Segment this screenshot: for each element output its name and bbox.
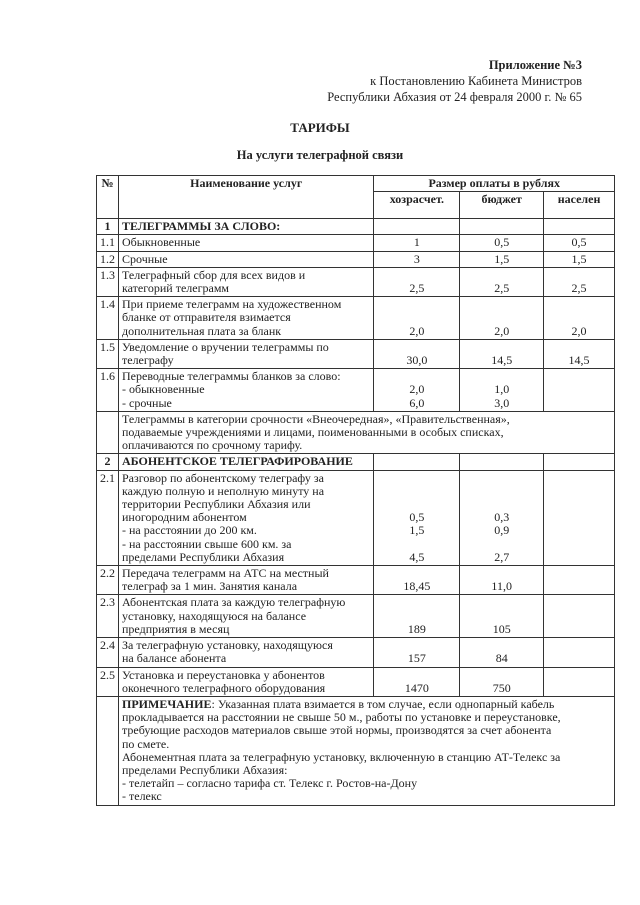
document-title: ТАРИФЫ bbox=[290, 120, 350, 135]
service-line: бланке от отправителя взимается bbox=[122, 310, 291, 325]
hozraschet-value: 3 bbox=[374, 251, 460, 267]
service-line: телеграф за 1 мин. Занятия канала bbox=[122, 579, 298, 594]
service-line: на балансе абонента bbox=[122, 651, 227, 666]
population-value: 2,0 bbox=[544, 297, 615, 340]
note-label: ПРИМЕЧАНИЕ bbox=[122, 696, 212, 711]
service-line: При приеме телеграмм на художественном bbox=[122, 297, 342, 312]
row-number: 2.1 bbox=[97, 470, 119, 565]
tariff-table bbox=[96, 175, 615, 806]
service-name bbox=[119, 595, 374, 638]
note-row bbox=[97, 696, 615, 805]
service-name bbox=[119, 566, 374, 595]
document-header bbox=[327, 57, 582, 105]
service-line: Телеграфный сбор для всех видов и bbox=[122, 267, 306, 282]
row-number: 1.6 bbox=[97, 369, 119, 412]
budget-value bbox=[460, 219, 544, 235]
header-line-1: к Постановлению Кабинета Министров bbox=[370, 74, 582, 88]
hozraschet-value bbox=[374, 454, 460, 470]
hozraschet-value: 2,0 6,0 bbox=[374, 369, 460, 412]
hozraschet-value: 2,5 bbox=[374, 267, 460, 296]
table-row bbox=[97, 235, 615, 251]
service-name bbox=[119, 339, 374, 368]
budget-value: 750 bbox=[460, 667, 544, 696]
col-hozraschet-header: хозрасчет. bbox=[374, 192, 460, 219]
budget-value: 11,0 bbox=[460, 566, 544, 595]
note-line: прокладывается на расстоянии не свыше 50 м., работы по установке и переустановке, bbox=[122, 710, 561, 725]
col-population-header: населен bbox=[544, 192, 615, 219]
note-line: Абонементная плата за телеграфную установку, включенную в станцию АТ-Телекс за bbox=[122, 749, 561, 764]
col-num-header: № bbox=[97, 176, 119, 219]
table-row bbox=[97, 470, 615, 565]
row-number: 2 bbox=[97, 454, 119, 470]
population-value bbox=[544, 470, 615, 565]
service-line: каждую полную и неполную минуту на bbox=[122, 483, 325, 498]
population-value bbox=[544, 454, 615, 470]
row-number: 2.5 bbox=[97, 667, 119, 696]
note-line: - телекс bbox=[122, 789, 162, 804]
service-line: оплачиваются по срочному тарифу. bbox=[122, 438, 303, 453]
budget-value: 1,5 bbox=[460, 251, 544, 267]
service-name bbox=[119, 411, 615, 454]
note-line: пределами Республики Абхазия: bbox=[122, 762, 288, 777]
row-number: 1 bbox=[97, 219, 119, 235]
note-num-cell bbox=[97, 696, 119, 805]
service-line: телеграфу bbox=[122, 353, 174, 368]
note-line: по смете. bbox=[122, 736, 170, 751]
budget-value: 2,5 bbox=[460, 267, 544, 296]
table-row bbox=[97, 595, 615, 638]
service-line: Срочные bbox=[122, 251, 168, 266]
budget-value bbox=[460, 454, 544, 470]
row-number bbox=[97, 411, 119, 454]
population-value bbox=[544, 595, 615, 638]
service-name bbox=[119, 667, 374, 696]
budget-value: 0,5 bbox=[460, 235, 544, 251]
table-row bbox=[97, 369, 615, 412]
table-row bbox=[97, 566, 615, 595]
service-line: Передача телеграмм на АТС на местный bbox=[122, 566, 329, 581]
service-name bbox=[119, 470, 374, 565]
hozraschet-value: 0,5 1,5 4,5 bbox=[374, 470, 460, 565]
service-line: Разговор по абонентскому телеграфу за bbox=[122, 470, 324, 485]
table-row bbox=[97, 219, 615, 235]
service-name bbox=[119, 251, 374, 267]
population-value: 2,5 bbox=[544, 267, 615, 296]
budget-value: 105 bbox=[460, 595, 544, 638]
population-value: 0,5 bbox=[544, 235, 615, 251]
table-row bbox=[97, 267, 615, 296]
service-line: - на расстоянии свыше 600 км. за bbox=[122, 536, 292, 551]
note-line: требующие расходов материалов свыше этой нормы, производятся за счет абонента bbox=[122, 723, 552, 738]
row-number: 1.5 bbox=[97, 339, 119, 368]
row-number: 1.3 bbox=[97, 267, 119, 296]
population-value bbox=[544, 638, 615, 667]
service-line: территории Республики Абхазия или bbox=[122, 497, 311, 512]
service-line: дополнительная плата за бланк bbox=[122, 323, 282, 338]
appendix-label: Приложение №3 bbox=[488, 58, 582, 72]
hozraschet-value: 18,45 bbox=[374, 566, 460, 595]
col-service-header: Наименование услуг bbox=[119, 176, 374, 219]
service-line: Телеграммы в категории срочности «Внеочередная», «Правительственная», bbox=[122, 411, 510, 426]
service-name bbox=[119, 369, 374, 412]
table-body bbox=[97, 219, 615, 697]
population-value: 1,5 bbox=[544, 251, 615, 267]
service-line: установку, находящуюся на балансе bbox=[122, 608, 307, 623]
hozraschet-value: 2,0 bbox=[374, 297, 460, 340]
service-line: Установка и переустановка у абонентов bbox=[122, 667, 325, 682]
row-number: 2.2 bbox=[97, 566, 119, 595]
service-name bbox=[119, 267, 374, 296]
table-row bbox=[97, 667, 615, 696]
table-row bbox=[97, 638, 615, 667]
hozraschet-value: 1470 bbox=[374, 667, 460, 696]
service-name bbox=[119, 219, 374, 235]
service-name bbox=[119, 454, 374, 470]
service-line: ТЕЛЕГРАММЫ ЗА СЛОВО: bbox=[122, 219, 281, 234]
row-number: 1.2 bbox=[97, 251, 119, 267]
table-row bbox=[97, 297, 615, 340]
service-name bbox=[119, 638, 374, 667]
table-row bbox=[97, 339, 615, 368]
hozraschet-value: 30,0 bbox=[374, 339, 460, 368]
table-note-row bbox=[97, 411, 615, 454]
col-pay-header: Размер оплаты в рублях bbox=[374, 176, 615, 192]
row-number: 1.1 bbox=[97, 235, 119, 251]
service-line: Обыкновенные bbox=[122, 235, 201, 250]
document-subtitle: На услуги телеграфной связи bbox=[236, 148, 404, 162]
hozraschet-value: 189 bbox=[374, 595, 460, 638]
budget-value: 2,0 bbox=[460, 297, 544, 340]
row-number: 1.4 bbox=[97, 297, 119, 340]
hozraschet-value: 1 bbox=[374, 235, 460, 251]
service-line: - на расстоянии до 200 км. bbox=[122, 523, 257, 538]
population-value: 14,5 bbox=[544, 339, 615, 368]
population-value bbox=[544, 369, 615, 412]
population-value bbox=[544, 667, 615, 696]
budget-value: 14,5 bbox=[460, 339, 544, 368]
service-line: - обыкновенные bbox=[122, 382, 205, 397]
row-number: 2.3 bbox=[97, 595, 119, 638]
budget-value: 1,0 3,0 bbox=[460, 369, 544, 412]
population-value bbox=[544, 219, 615, 235]
note-cell bbox=[119, 696, 615, 805]
hozraschet-value bbox=[374, 219, 460, 235]
service-line: Абонентская плата за каждую телеграфную bbox=[122, 595, 346, 610]
service-line: подаваемые учреждениями и лицами, поименованными в особых списках, bbox=[122, 425, 504, 440]
col-budget-header: бюджет bbox=[460, 192, 544, 219]
service-line: Уведомление о вручении телеграммы по bbox=[122, 339, 329, 354]
service-line: - срочные bbox=[122, 395, 172, 410]
service-line: иногородним абонентом bbox=[122, 510, 247, 525]
note-text-1: : Указанная плата взимается в том случае, если однопарный кабель bbox=[211, 696, 555, 711]
service-line: пределами Республики Абхазия bbox=[122, 549, 285, 564]
service-name bbox=[119, 297, 374, 340]
service-line: категорий телеграмм bbox=[122, 281, 230, 296]
budget-value: 84 bbox=[460, 638, 544, 667]
hozraschet-value: 157 bbox=[374, 638, 460, 667]
note-line: - телетайп – согласно тарифа ст. Телекс г. Ростов-на-Дону bbox=[122, 776, 418, 791]
header-line-2: Республики Абхазия от 24 февраля 2000 г. № 65 bbox=[327, 90, 582, 104]
service-line: Переводные телеграммы бланков за слово: bbox=[122, 369, 341, 384]
service-line: За телеграфную установку, находящуюся bbox=[122, 638, 333, 653]
service-name bbox=[119, 235, 374, 251]
table-row bbox=[97, 251, 615, 267]
service-line: предприятия в месяц bbox=[122, 621, 230, 636]
service-line: оконечного телеграфного оборудования bbox=[122, 680, 326, 695]
budget-value: 0,3 0,9 2,7 bbox=[460, 470, 544, 565]
row-number: 2.4 bbox=[97, 638, 119, 667]
service-line: АБОНЕНТСКОЕ ТЕЛЕГРАФИРОВАНИЕ bbox=[122, 454, 353, 469]
table-header-row bbox=[97, 176, 615, 192]
population-value bbox=[544, 566, 615, 595]
table-row bbox=[97, 454, 615, 470]
